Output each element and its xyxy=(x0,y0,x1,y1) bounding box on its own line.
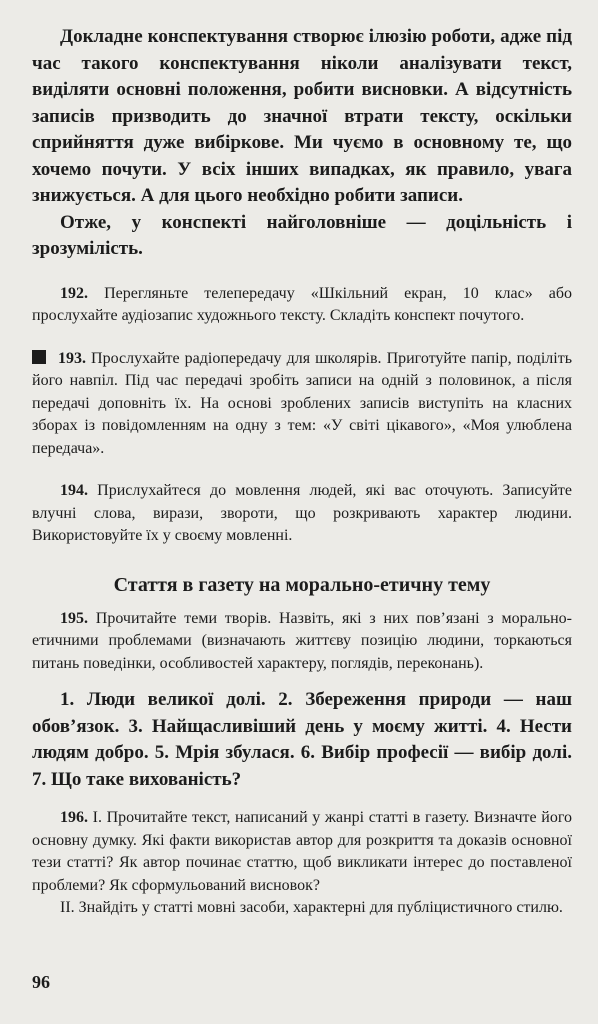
audio-marker-icon xyxy=(32,350,46,364)
page-number: 96 xyxy=(32,972,50,992)
exercise-text: Прислухайтеся до мовлення людей, які вас оточують. Записуйте влучні слова, вирази, звороти, що розкривають характер людини. Використовуйте їх у своєму мовленні. xyxy=(32,482,573,544)
exercise-text: Перегляньте телепередачу «Шкільний екран, 10 клас» або прослухайте аудіозапис художнього тексту. Складіть конспект почутого. xyxy=(32,284,573,324)
exercise-text: І. Прочитайте текст, написаний у жанрі статті в газету. Визначте його основну думку. Які факти використав автор для розкриття та доказів основної тези статті? Як автор починає статтю, щоб викликати інтерес до поставленої проблеми? Як сформульований висновок? xyxy=(32,809,573,894)
exercise-193 xyxy=(32,348,572,461)
exercise-195-topics: 1. Люди великої долі. 2. Збереження природи — наш обов’язок. 3. Найщасливіший день у моєму житті. 4. Нести людям добро. 5. Мрія збулася. 6. Вибір професії — вибір долі. 7. Що таке вихованість? xyxy=(32,689,572,790)
exercise-number: 194. xyxy=(60,482,88,499)
intro-paragraph-1: Докладне конспектування створює ілюзію роботи, адже під час такого конспектування ніколи аналізувати текст, виділяти основні положення, робити висновки. А відсутність записів призводить до значної втрати тексту, оскільки сприйняття дуже вибіркове. Ми чуємо в основному те, що хочемо почути. У всіх інших випадках, як правило, увага знижується. А для цього необхідно робити записи. xyxy=(32,26,572,206)
exercise-number: 192. xyxy=(60,284,88,302)
exercise-192 xyxy=(32,283,572,328)
exercise-194 xyxy=(32,480,572,548)
exercise-number: 195. xyxy=(60,609,88,627)
exercise-196-part2: ІІ. Знайдіть у статті мовні засоби, характерні для публіцистичного стилю. xyxy=(60,899,563,916)
section-heading: Стаття в газету на морально-етичну тему xyxy=(113,573,491,596)
exercise-number: 196. xyxy=(60,809,88,826)
exercise-195 xyxy=(32,608,572,676)
intro-paragraph-2: Отже, у конспекті найголовніше — доцільність і зрозумілість. xyxy=(32,211,572,259)
exercise-196 xyxy=(32,807,572,897)
exercise-text: Прочитайте теми творів. Назвіть, які з них пов’язані з морально-етичними проблемами (визначають життєву позицію людини, торкаються питань поведінки, особливостей характеру, поглядів, переконань). xyxy=(32,609,573,672)
exercise-number: 193. xyxy=(58,349,86,367)
exercise-text: Прослухайте радіопередачу для школярів. Приготуйте папір, поділіть його навпіл. Під час передачі зробіть записи на одній з половинок, а після передачі доповніть їх. На основі зроблених записів виступіть на класних зборах із повідомленням на одну з тем: «У світі цікавого», «Моя улюблена передача». xyxy=(32,349,573,457)
textbook-page xyxy=(32,24,572,920)
